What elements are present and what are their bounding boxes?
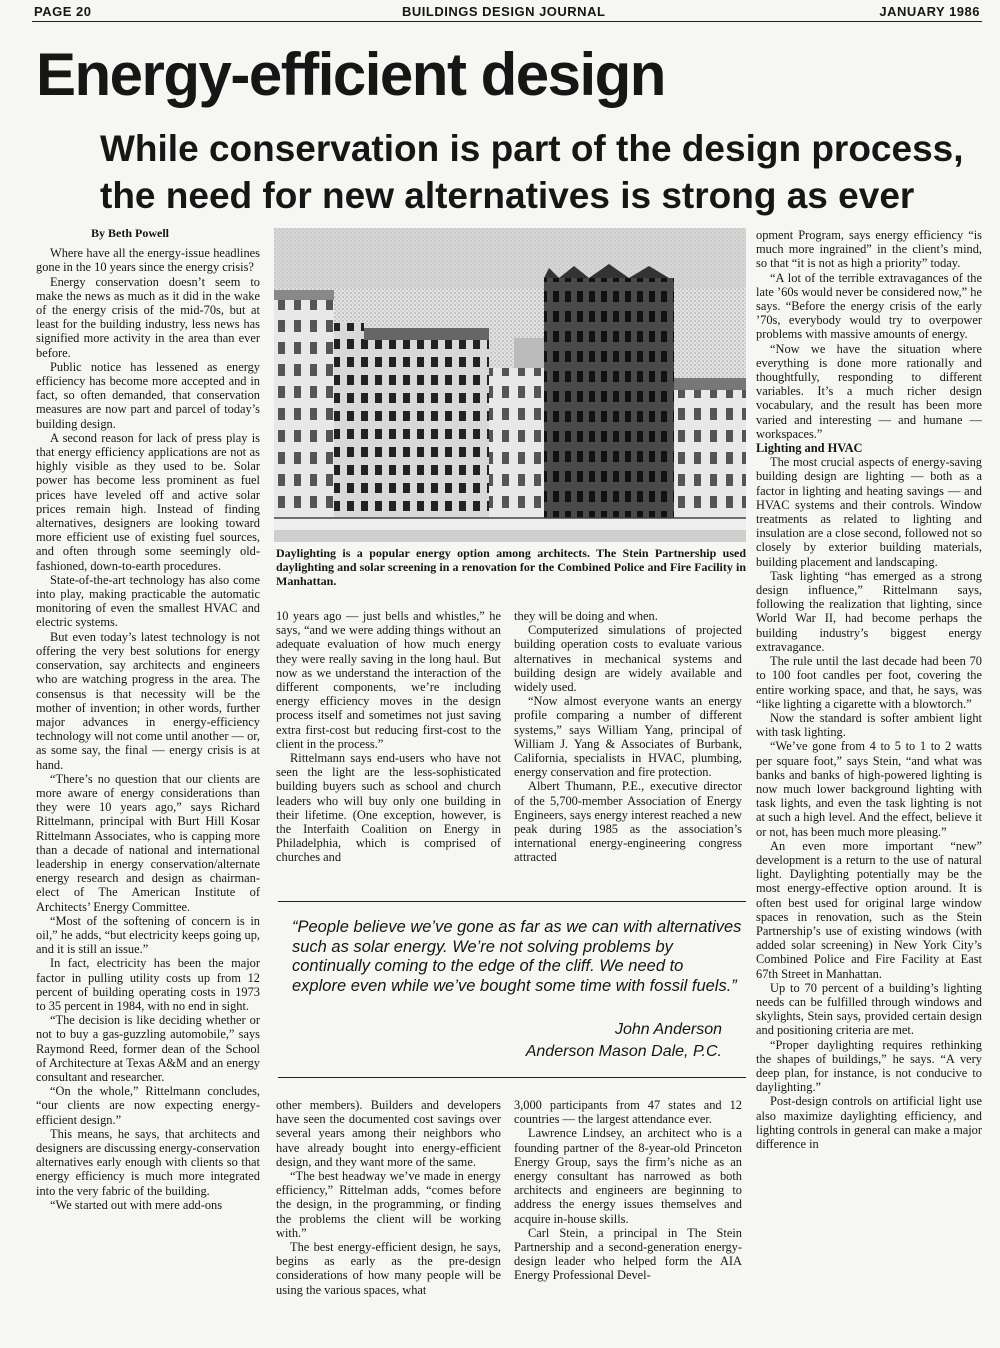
- section-subhead: Lighting and HVAC: [756, 441, 863, 456]
- paragraph: Rittelmann says end-users who have not seen the light are the less-sophisticated building buyers such as school and church leaders who will buy only one building in their lifetime. (One exception, however, is the Interfaith Coalition on Energy in Philadelphia, which is comprised of churches and: [276, 751, 501, 865]
- paragraph: Up to 70 percent of a building’s lighting needs can be fulfilled through windows and skylights, Stein says, provided certain design and positioning criteria are met.: [756, 980, 982, 1038]
- pull-quote-bottom-rule: [278, 1077, 746, 1078]
- paragraph: Where have all the energy-issue headlines gone in the 10 years since the energy crisis?: [36, 246, 260, 275]
- paragraph: In fact, electricity has been the major factor in pulling utility costs up from 12 percent of building operating costs in 1973 to 35 percent in 1984, with no end in sight.: [36, 956, 260, 1013]
- paragraph: Lawrence Lindsey, an architect who is a founding partner of the 8-year-old Princeton Energy Group, says the firm’s niche as an energy consultant has narrowed as both architects and engineers are beginning to address the energy issues themselves and acquire in-house skills.: [514, 1126, 742, 1226]
- article-column-3-top: [514, 609, 742, 889]
- paragraph: 3,000 participants from 47 states and 12 countries — the largest attendance ever.: [514, 1098, 742, 1127]
- paragraph: This means, he says, that architects and designers are discussing energy-conservation alternatives early enough with clients so that energy efficiency is much more integrated into the very fabric of the building.: [36, 1126, 260, 1198]
- byline: By Beth Powell: [91, 226, 169, 240]
- paragraph: State-of-the-art technology has also come into play, making practicable the automatic monitoring of even the smallest HVAC and electric systems.: [36, 572, 260, 630]
- paragraph: “Proper daylighting requires rethinking the shapes of buildings,” he says. “A very deep plan, for instance, is not conducive to daylighting.”: [756, 1037, 982, 1095]
- article-column-1: [36, 226, 260, 1316]
- paragraph: Carl Stein, a principal in The Stein Partnership and a second-generation energy-design leader who helped form the AIA Energy Professional Devel-: [514, 1225, 742, 1283]
- article-column-2-top: [276, 609, 501, 889]
- paragraph: “We started out with mere add-ons: [50, 1197, 223, 1212]
- paragraph: “Now we have the situation where everything is done more rationally and thoughtfully, responding to different variables. It’s a much richer design vocabulary, and the result has been more varied and interesting — and humane — workspaces.”: [756, 341, 982, 441]
- paragraph: Task lighting “has emerged as a strong design influence,” Rittelmann says, following the realization that lighting, since World War II, had become perhaps the building industry’s biggest energy extravagance.: [756, 568, 982, 654]
- paragraph: “Now almost everyone wants an energy profile comparing a number of different systems,” says William Yang, principal of William J. Yang & Associates of Burbank, California, specialists in HVAC, plumbing, energy conservation and fire protection.: [514, 694, 742, 780]
- deck: [100, 125, 964, 219]
- building-illustration: [274, 228, 746, 542]
- paragraph: Public notice has lessened as energy efficiency has become more accepted and in fact, so often demanded, that conservation measures are now part and parcel of today’s building design.: [36, 359, 260, 431]
- paragraph: “The best headway we’ve made in energy efficiency,” Rittelman adds, “comes before the design, in the programming, or finding the problems the client will be working with.”: [276, 1169, 501, 1240]
- paragraph: 10 years ago — just bells and whistles,” he says, “and we were adding things without an adequate evaluation of how much energy they were really saving in the long haul. But now as we understand the interaction of the different components, we’re including energy efficiency moves in the design process itself and sometimes not just saving extra first-cost but reducing first-cost to the client in the process.”: [276, 609, 501, 751]
- article-column-2-bottom: [276, 1098, 501, 1318]
- paragraph: An even more important “new” development is a return to the use of natural light. Daylighting potentially may be the most energy-effective option around. It is often best used for original large window spaces in renovation, such as the Stein Partnership’s use of existing windows (with added solar screening) in New York City’s Combined Police and Fire Facility at East 67th Street in Manhattan.: [756, 838, 982, 981]
- pull-quote-text: “People believe we’ve gone as far as we can with alternatives such as solar energy. We’re not solving problems by continually coming to the edge of the cliff. We need to explore even while we’ve bought some time with fossil fuels.”: [292, 918, 742, 995]
- article-column-4: [756, 228, 982, 1318]
- paragraph: they will be doing and when.: [514, 609, 658, 623]
- paragraph: opment Program, says energy efficiency “is much more ingrained” in the client’s mind, so that “it is not as high a priority” today.: [756, 228, 982, 271]
- paragraph: The rule until the last decade had been 70 to 100 foot candles per foot, covering the entire working space, and that, he says, was “like lighting a cigarette with a blowtorch.”: [756, 654, 982, 711]
- pull-quote-top-rule: [278, 901, 746, 902]
- paragraph: Energy conservation doesn’t seem to make the news as much as it did in the wake of the energy crisis of the mid-70s, but at least for the building industry, less news has signified more activity in the area than ever before.: [36, 274, 260, 360]
- paragraph: “We’ve gone from 4 to 5 to 1 to 2 watts per square foot,” says Stein, “and what was banks and banks of high-powered lighting is now much lower background lighting with task lights, and even the task lighting is not at such a high level. And the effect, believe it or not, has been much more pleasing.”: [756, 739, 982, 839]
- article-column-3-bottom: [514, 1098, 742, 1318]
- paragraph: “Most of the softening of concern is in oil,” he adds, “but electricity keeps going up, and it is still an issue.”: [36, 913, 260, 957]
- pull-quote-name: John Anderson: [614, 1021, 722, 1038]
- page-number: PAGE 20: [34, 4, 92, 19]
- issue-date: JANUARY 1986: [879, 4, 980, 19]
- paragraph: The most crucial aspects of energy-saving building design are lighting — both as a factor in lighting and heating savings — and HVAC systems and their controls. Window treatments as related to lighting and insulation are a close second, followed not so closely by exterior building materials, building placement and landscaping.: [756, 455, 982, 569]
- paragraph: “The decision is like deciding whether or not to buy a gas-guzzling automobile,” says Raymond Reed, former dean of the School of Architecture at Texas A&M and an energy consultant and researcher.: [36, 1013, 260, 1084]
- paragraph: other members). Builders and developers have seen the documented cost savings over several years among their neighbors who have already bought into energy-efficient design, and they want more of the same.: [276, 1098, 501, 1169]
- paragraph: “There’s no question that our clients are more aware of energy considerations than they were 10 years ago,” says Richard Rittelmann, principal with Burt Hill Kosar Rittelmann Associates, who is capping more than a decade of national and international leadership in energy conservation/alternate energy research and design as chairman-elect of The American Institute of Architects’ Energy Committee.: [36, 771, 260, 914]
- paragraph: The best energy-efficient design, he says, begins as early as the pre-design considerations of how many people will be using the various spaces, what: [276, 1240, 501, 1297]
- deck-line-2: the need for new alternatives is strong as ever: [100, 175, 915, 216]
- paragraph: “On the whole,” Rittelmann concludes, “our clients are now expecting energy-efficient design.”: [36, 1084, 260, 1127]
- paragraph: But even today’s latest technology is not offering the very best solutions for energy conservation, say architects and engineers who are watching progress in the area. The consensus is that necessity will be the mother of invention; in other words, further major advances in energy-efficiency technology will not come until another — or, as some say, the final — energy crisis is at hand.: [36, 629, 260, 772]
- building-photo: [274, 228, 746, 542]
- paragraph: Now the standard is softer ambient light with task lighting.: [756, 710, 982, 740]
- deck-line-1: While conservation is part of the design process,: [100, 128, 964, 169]
- headline: Energy-efficient design: [36, 41, 665, 108]
- publication-name: BUILDINGS DESIGN JOURNAL: [402, 4, 606, 19]
- pull-quote-firm: Anderson Mason Dale, P.C.: [525, 1043, 722, 1060]
- paragraph: A second reason for lack of press play is that energy efficiency applications are not as highly visible as they used to be. Solar power has become less prominent as fuel prices have leveled off and active solar prices remain high. Instead of finding alternatives, designers are looking toward more efficient use of existing fuel sources, and often through some seemingly old-fashioned, down-to-earth procedures.: [36, 430, 260, 573]
- paragraph: Albert Thumann, P.E., executive director of the 5,700-member Association of Energy Engineers, says energy interest reached a new peak during 1985 as the association’s international energy-engineering congress attracted: [514, 779, 742, 865]
- paragraph: “A lot of the terrible extravagances of the late ’60s would never be considered now,” he says. “Before the energy crisis of the early ’70s, everybody would try to overpower problems with massive amounts of energy.: [756, 270, 982, 342]
- paragraph: Computerized simulations of projected building operation costs to evaluate various alternatives in mechanical systems and building design are widely available and widely used.: [514, 623, 742, 695]
- paragraph: Post-design controls on artificial light use also maximize daylighting efficiency, and lighting controls in general can make a major difference in: [756, 1094, 982, 1151]
- photo-caption: Daylighting is a popular energy option among architects. The Stein Partnership used daylighting and solar screening in a renovation for the Combined Police and Fire Facility in Manhattan.: [276, 546, 746, 589]
- masthead-rule: [32, 21, 982, 22]
